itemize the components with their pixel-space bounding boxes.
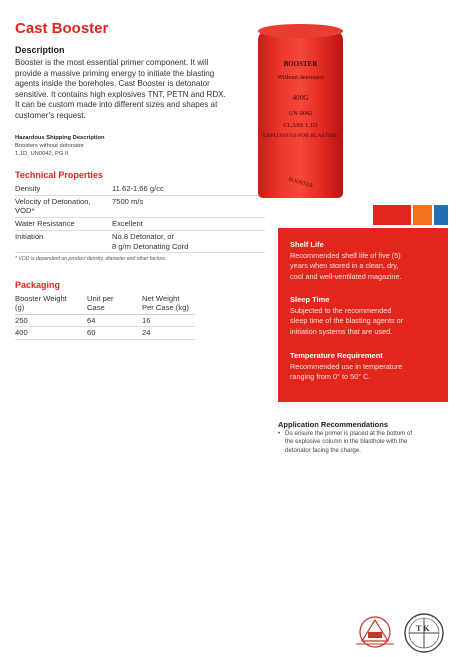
temperature-text: Recommended use in temperature ranging from 0° to 50° C.: [290, 362, 403, 382]
column-header: Net Weight Per Case (kg): [142, 294, 195, 314]
hazardous-heading: Hazardous Shipping Description: [15, 135, 105, 141]
description-line: customer’s request.: [15, 110, 86, 120]
table-row: [15, 218, 265, 231]
temperature-heading: Temperature Requirement: [290, 351, 383, 360]
product-label-text: EXPLOSIVES FOR BLASTING: [263, 133, 338, 139]
description-heading: Description: [15, 45, 65, 55]
table-cell: 24: [142, 327, 195, 339]
tech-value-line: 8 g/m Detonating Cord: [112, 241, 189, 251]
product-label-text: 400G: [292, 94, 309, 102]
tech-value: Excellent: [112, 218, 265, 231]
description-line: provide a massive priming energy to initiate the blasting: [15, 68, 215, 78]
tech-label: Initiation: [15, 231, 112, 253]
table-cell: 400: [15, 327, 87, 339]
sleep-time-text: Subjected to the recommended sleep time of the blasting agents or initiation systems that are used.: [290, 306, 404, 336]
description-line: agents inside the boreholes. Cast Booster is detonator: [15, 79, 210, 89]
blue-bar: [434, 205, 448, 225]
tech-value: 7500 m/s: [112, 195, 265, 217]
table-row: [15, 231, 265, 253]
bullet: •: [278, 430, 281, 437]
tech-value: [112, 231, 265, 253]
tech-value-line: No.8 Detonator, or: [112, 232, 175, 242]
technical-table: [15, 183, 265, 253]
column-header: Unit per Case: [87, 294, 142, 314]
shelf-life-heading: Shelf Life: [290, 240, 324, 249]
technical-heading: Technical Properties: [15, 170, 103, 180]
logo-letter: T K: [416, 624, 430, 633]
application-line: Do ensure the primer is placed at the bottom of: [285, 430, 413, 437]
table-row: [15, 183, 265, 195]
application-line: detonator facing the charge.: [285, 446, 361, 454]
product-label-text: UN 0042: [288, 110, 313, 117]
packaging-heading: Packaging: [15, 280, 61, 290]
table-row: [15, 195, 265, 217]
hazardous-line: Boosters without detonator: [15, 143, 84, 149]
tech-label: Velocity of Detonation, VOD*: [15, 195, 112, 217]
tech-label: Water Resistance: [15, 218, 112, 231]
tk-seal-logo: [402, 612, 446, 654]
description-line: sensitive. It contains high explosives TNT, PETN and RDX.: [15, 89, 226, 99]
vod-footnote: * VOD is dependent on product density, diameter and other factors.: [15, 256, 167, 262]
description-text: [15, 58, 255, 122]
page-title: Cast Booster: [15, 20, 109, 37]
product-label-text: BOOSTER: [283, 60, 318, 68]
table-cell: 16: [142, 314, 195, 326]
red-bar: [373, 205, 411, 225]
product-label-text: CLASS 1.1D: [283, 122, 318, 129]
column-header: Booster Weight (g): [15, 294, 87, 314]
orange-bar: [413, 205, 432, 225]
certification-logo: [352, 614, 398, 650]
table-cell: 64: [87, 314, 142, 326]
table-row: [15, 314, 195, 326]
info-panel: [278, 228, 448, 402]
table-header-row: [15, 294, 195, 314]
description-line: Booster is the most essential primer component. It will: [15, 58, 209, 67]
description-line: It can be custom made into different sizes and shapes at: [15, 100, 218, 110]
product-label-text: Without detonator: [277, 74, 324, 81]
table-row: [15, 327, 195, 339]
product-label-text: BOOSTER: [287, 176, 314, 190]
tech-value: 11.62-1.66 g/cc: [112, 183, 265, 195]
cast-booster-product-image: [258, 30, 343, 198]
shelf-life-text: Recommended shelf life of five (5) years when stored in a clean, dry, cool and well-ventilated magazine.: [290, 251, 402, 281]
hazardous-line: 1.1D, UN0042, PG II: [15, 151, 69, 157]
table-cell: 250: [15, 314, 87, 326]
application-line: the explosive column in the blasthole with the: [285, 438, 408, 446]
sleep-time-heading: Sleep Time: [290, 295, 330, 304]
tech-label: Density: [15, 183, 112, 195]
packaging-table: [15, 294, 195, 340]
application-heading: Application Recommendations: [278, 420, 389, 429]
table-cell: 60: [87, 327, 142, 339]
